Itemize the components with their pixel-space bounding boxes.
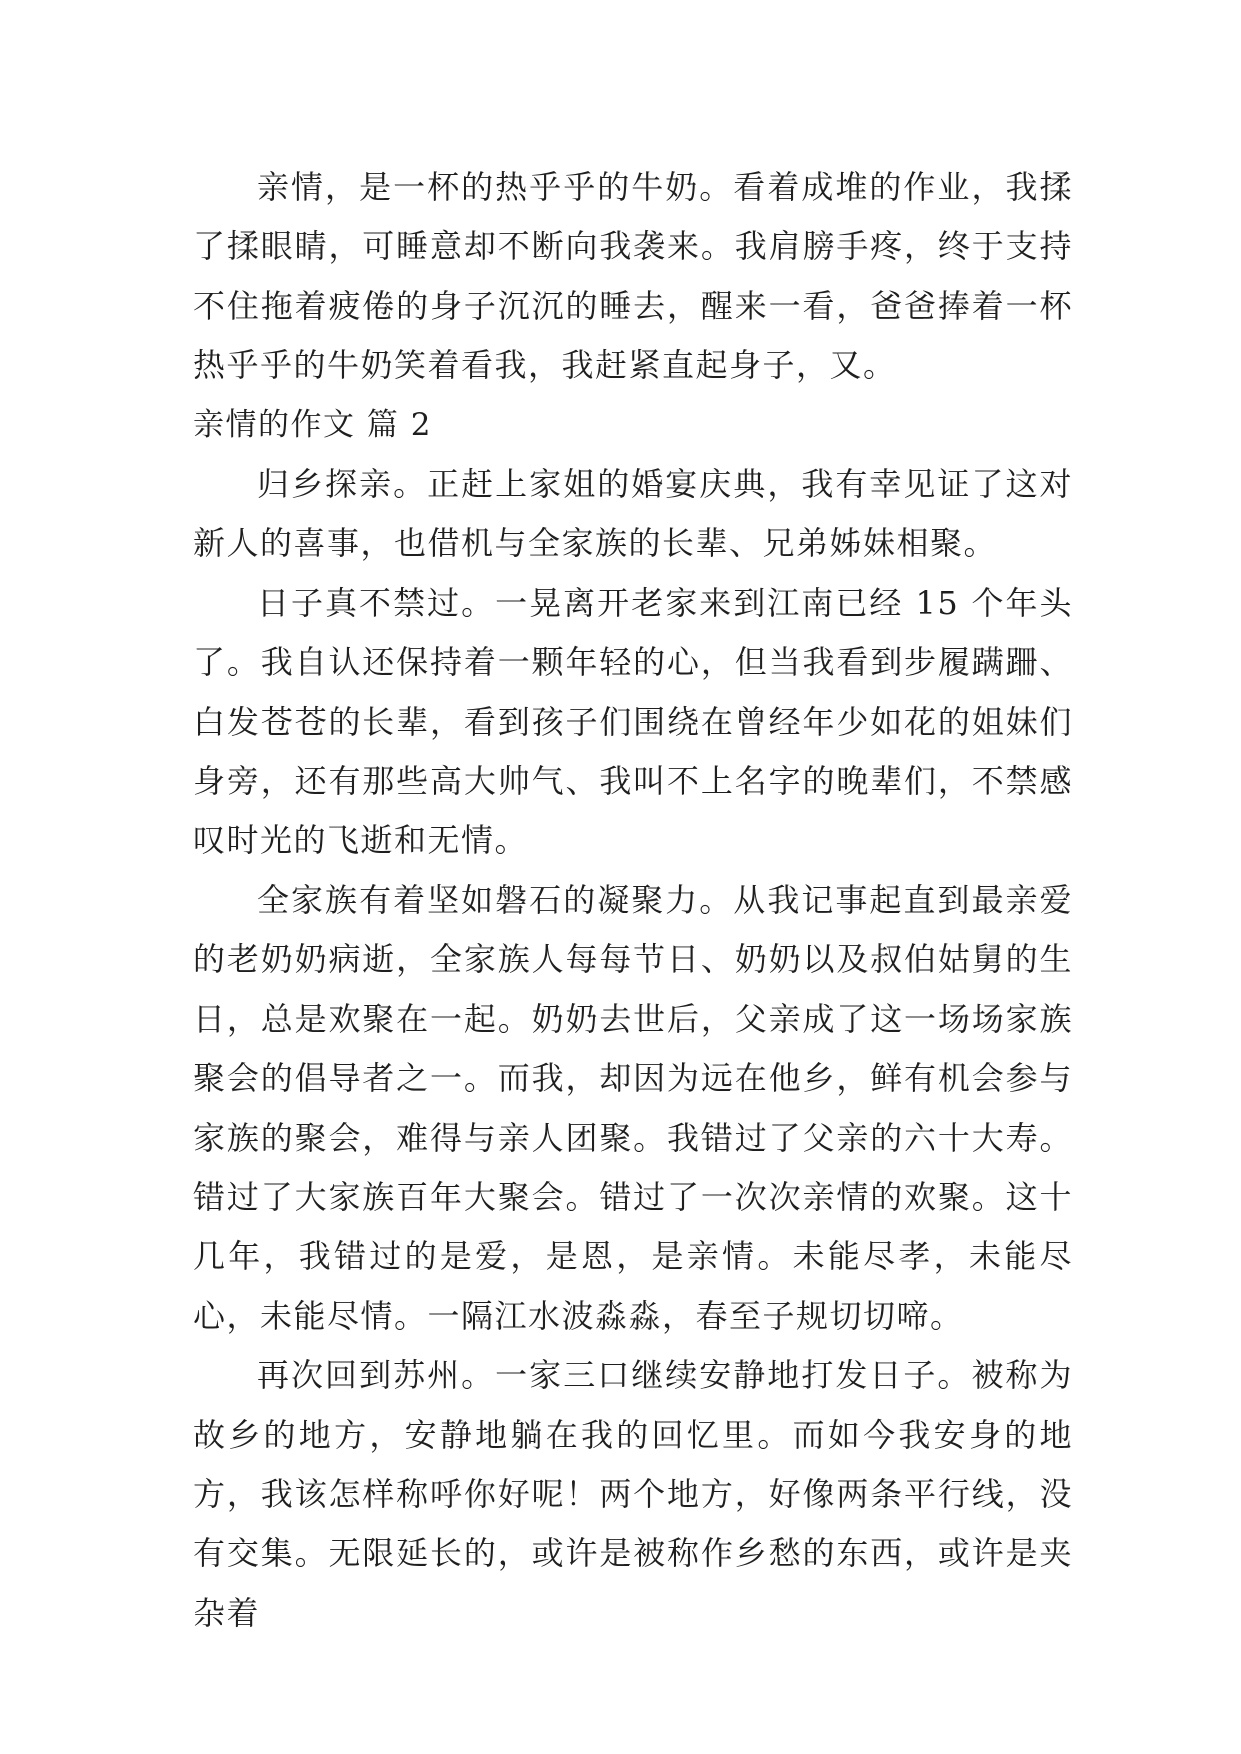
paragraph: 再次回到苏州。一家三口继续安静地打发日子。被称为故乡的地方，安静地躺在我的回忆里。而如今我安身的地方，我该怎样称呼你好呢！两个地方，好像两条平行线，没有交集。无限延长的，或许是被称作乡愁的东西，或许是夹杂着	[193, 1356, 1073, 1632]
section-heading: 亲情的作文 篇 2	[193, 406, 432, 443]
paragraph: 亲情，是一杯的热乎乎的牛奶。看着成堆的作业，我揉了揉眼睛，可睡意却不断向我袭来。我肩膀手疼，终于支持不住拖着疲倦的身子沉沉的睡去，醒来一看，爸爸捧着一杯热乎乎的牛奶笑着看我，我赶紧直起身子，又。	[193, 168, 1073, 385]
paragraph: 全家族有着坚如磐石的凝聚力。从我记事起直到最亲爱的老奶奶病逝，全家族人每每节日、奶奶以及叔伯姑舅的生日，总是欢聚在一起。奶奶去世后，父亲成了这一场场家族聚会的倡导者之一。而我，却因为远在他乡，鲜有机会参与家族的聚会，难得与亲人团聚。我错过了父亲的六十大寿。错过了大家族百年大聚会。错过了一次次亲情的欢聚。这十几年，我错过的是爱，是恩，是亲情。未能尽孝，未能尽心，未能尽情。一隔江水波淼淼，春至子规切切啼。	[193, 880, 1073, 1335]
document-body	[193, 158, 1073, 1643]
paragraph: 日子真不禁过。一晃离开老家来到江南已经 15 个年头了。我自认还保持着一颗年轻的心，但当我看到步履蹒跚、白发苍苍的长辈，看到孩子们围绕在曾经年少如花的姐妹们身旁，还有那些高大帅气、我叫不上名字的晚辈们，不禁感叹时光的飞逝和无情。	[193, 583, 1073, 860]
paragraph: 归乡探亲。正赶上家姐的婚宴庆典，我有幸见证了这对新人的喜事，也借机与全家族的长辈、兄弟姊妹相聚。	[193, 465, 1073, 563]
